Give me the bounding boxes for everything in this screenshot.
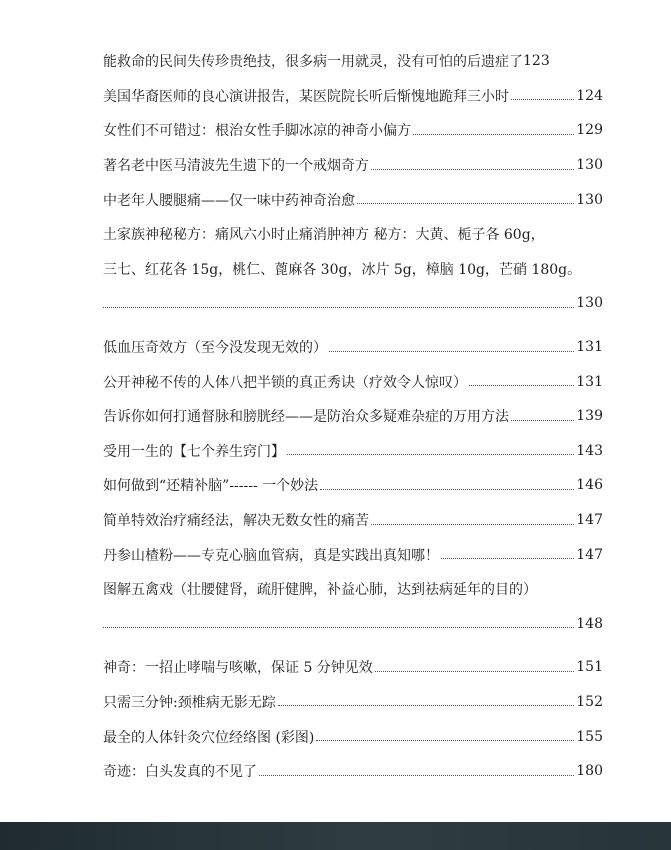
dot-leader	[371, 169, 574, 170]
toc-entry-page: 130	[576, 191, 603, 208]
toc-entry-title: 如何做到“还精补脑”------ 一个妙法	[103, 478, 319, 495]
table-of-contents	[103, 44, 603, 788]
toc-entry-title: 美国华裔医师的良心演讲报告，某医院院长听后惭愧地跪拜三小时	[103, 88, 509, 105]
toc-entry	[103, 217, 603, 252]
toc-entry-page: 130	[576, 157, 603, 174]
toc-entry-page: 155	[576, 728, 603, 745]
toc-entry-title: 丹参山楂粉——专克心脑血管病，真是实践出真知哪！	[103, 547, 439, 564]
toc-entry	[103, 537, 603, 572]
toc-entry	[103, 468, 603, 503]
toc-entry-page: 180	[576, 763, 603, 780]
dot-leader	[316, 740, 574, 741]
toc-entry-title: 告诉你如何打通督脉和膀胱经——是防治众多疑难杂症的万用方法	[103, 409, 509, 426]
toc-entry	[103, 330, 603, 365]
dot-leader	[329, 351, 574, 352]
dot-leader	[511, 99, 574, 100]
toc-entry-continuation	[103, 286, 603, 321]
toc-entry-title: 著名老中医马清波先生遗下的一个戒烟奇方	[103, 158, 369, 175]
toc-entry	[103, 148, 603, 183]
dot-leader	[357, 203, 574, 204]
toc-entry-title: 中老年人腰腿痛——仅一味中药神奇治愈	[103, 192, 355, 209]
toc-entry	[103, 434, 603, 469]
toc-entry-page: 146	[576, 477, 603, 494]
toc-entry-title: 图解五禽戏（壮腰健肾，疏肝健脾，补益心肺，达到祛病延年的目的）	[103, 582, 537, 599]
dot-leader	[375, 671, 574, 672]
toc-entry-title: 土家族神秘秘方：痛风六小时止痛消肿神方 秘方：大黄、栀子各 60g，	[103, 227, 545, 244]
toc-entry	[103, 399, 603, 434]
dot-leader	[259, 775, 574, 776]
dot-leader	[511, 420, 574, 421]
toc-entry-page: 147	[576, 512, 603, 529]
toc-entry	[103, 719, 603, 754]
dot-leader	[320, 489, 574, 490]
toc-entry	[103, 754, 603, 789]
dot-leader	[413, 134, 574, 135]
toc-entry	[103, 503, 603, 538]
toc-entry-page: 124	[576, 87, 603, 104]
toc-entry-page: 123	[523, 53, 550, 70]
toc-entry-title: 三七、红花各 15g，桃仁、蓖麻各 30g，冰片 5g，樟脑 10g，芒硝 180g。	[103, 261, 582, 278]
toc-entry-page: 129	[576, 122, 603, 139]
toc-entry-title: 低血压奇效方（至今没发现无效的）	[103, 340, 327, 357]
toc-entry-title: 能救命的民间失传珍贵绝技，很多病一用就灵，没有可怕的后遗症了	[103, 54, 523, 71]
dot-leader	[441, 558, 574, 559]
viewer-bottom-bar	[0, 822, 671, 850]
toc-entry-page: 131	[576, 339, 603, 356]
toc-entry-title: 简单特效治疗痛经法，解决无数女性的痛苦	[103, 513, 369, 530]
toc-entry-title: 最全的人体针灸穴位经络图 (彩图)	[103, 729, 315, 746]
toc-entry	[103, 182, 603, 217]
toc-entry	[103, 364, 603, 399]
toc-entry-page: 143	[576, 442, 603, 459]
toc-entry-continuation	[103, 252, 603, 287]
toc-entry-page: 131	[576, 373, 603, 390]
toc-entry-title: 神奇：一招止哮喘与咳嗽，保证 5 分钟见效	[103, 660, 373, 677]
toc-entry-title: 受用一生的【七个养生窍门】	[103, 443, 285, 460]
toc-entry-continuation	[103, 607, 603, 642]
toc-entry	[103, 113, 603, 148]
toc-entry-title: 女性们不可错过：根治女性手脚冰凉的神奇小偏方	[103, 123, 411, 140]
dot-leader	[469, 385, 574, 386]
toc-entry-page: 152	[576, 693, 603, 710]
toc-entry	[103, 44, 603, 79]
toc-entry-title: 公开神秘不传的人体八把半锁的真正秀诀（疗效令人惊叹）	[103, 374, 467, 391]
toc-entry-page: 130	[576, 295, 603, 312]
toc-entry-page: 139	[576, 408, 603, 425]
toc-entry-page: 147	[576, 546, 603, 563]
dot-leader	[371, 524, 574, 525]
toc-entry-page: 151	[576, 659, 603, 676]
toc-entry	[103, 572, 603, 607]
dot-leader	[103, 627, 574, 628]
toc-entry	[103, 650, 603, 685]
dot-leader	[287, 454, 574, 455]
dot-leader	[103, 307, 574, 308]
toc-entry-title: 奇迹：白头发真的不见了	[103, 764, 257, 781]
toc-entry	[103, 685, 603, 720]
toc-entry	[103, 79, 603, 114]
toc-entry-title: 只需三分钟:颈椎病无影无踪	[103, 694, 276, 711]
dot-leader	[278, 705, 575, 706]
toc-entry-page: 148	[576, 615, 603, 632]
